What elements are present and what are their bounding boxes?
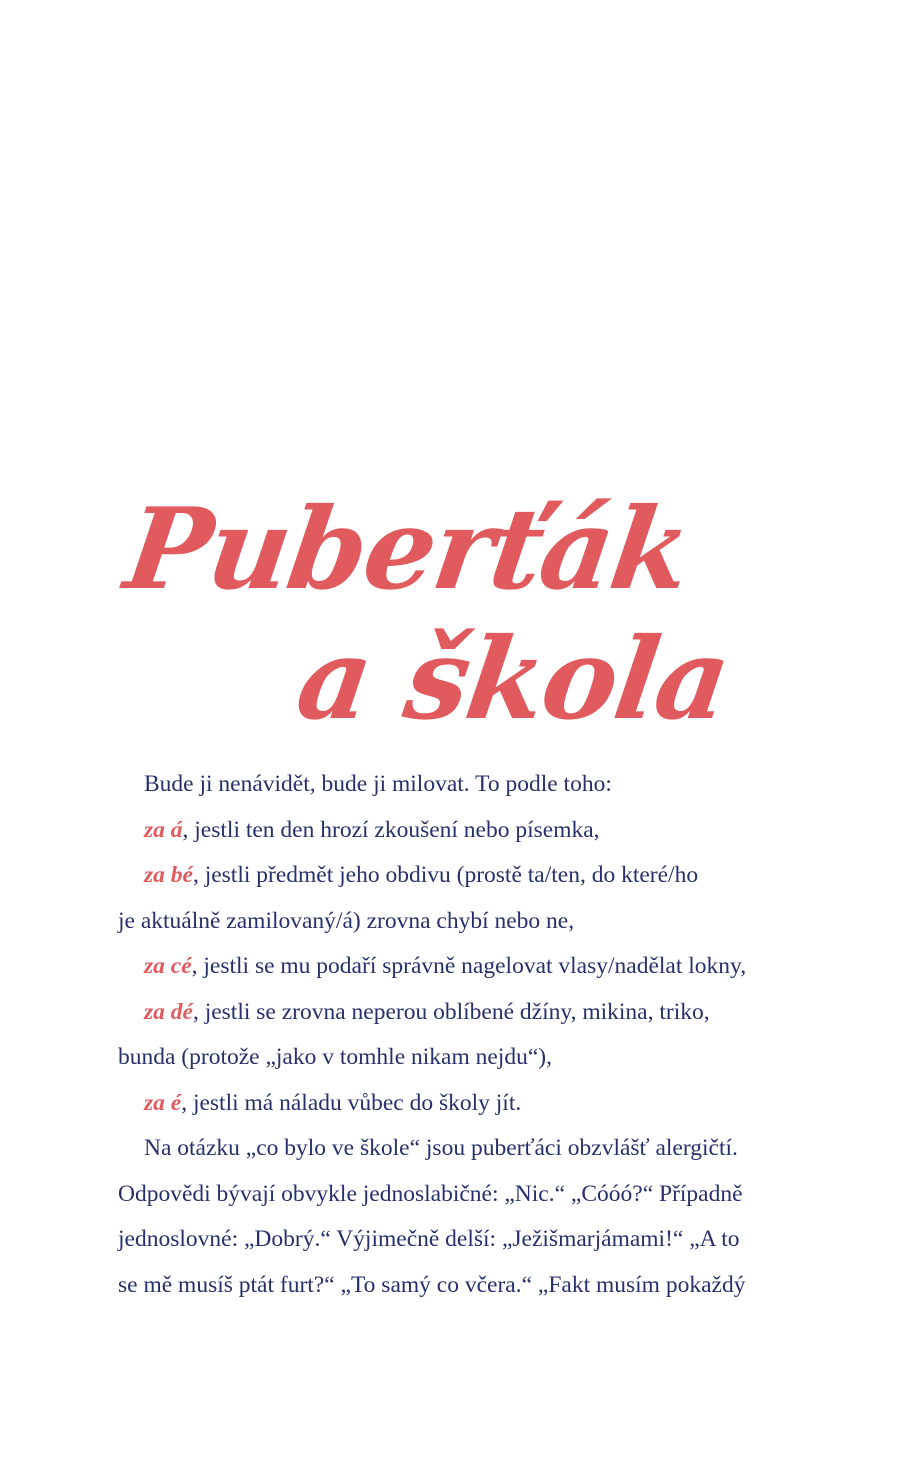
- chapter-title: [100, 485, 777, 745]
- paragraph-2-line-1: Na otázku „co bylo ve škole“ jsou puberťáci obzvlášť alergičtí.: [144, 1135, 738, 1161]
- list-marker: za á: [144, 816, 183, 843]
- chapter-title-line-1: Puberťák: [118, 484, 697, 616]
- list-item-text: , jestli předmět jeho obdivu (prostě ta/ten, do které/ho: [192, 862, 699, 888]
- list-marker: za dé: [144, 998, 193, 1025]
- list-item-d: [118, 990, 830, 1036]
- list-item-e: [118, 1081, 830, 1127]
- paragraph-2-line-3: jednoslovné: „Dobrý.“ Výjimečně delší: „Ježišmarjámami!“ „A to: [118, 1226, 740, 1252]
- chapter-title-line-2: a škola: [289, 614, 737, 746]
- body-text: [118, 762, 830, 1308]
- paragraph-2-line-2: Odpovědi bývají obvykle jednoslabičné: „Nic.“ „Cóóó?“ Případně: [118, 1180, 743, 1207]
- list-item-text: , jestli ten den hrozí zkoušení nebo písemka,: [182, 816, 600, 843]
- list-item-d-continuation: [118, 1035, 830, 1081]
- list-item-text: , jestli se zrovna neperou oblíbené džíny, mikina, triko,: [192, 998, 710, 1025]
- list-marker: za é: [144, 1089, 182, 1116]
- list-item-text: , jestli se mu podaří správně nagelovat vlasy/nadělat lokny,: [191, 953, 747, 979]
- list-item-b: [118, 853, 830, 899]
- list-item-text: bunda (protože „jako v tomhle nikam nejdu“),: [118, 1044, 552, 1070]
- intro-line: Bude ji nenávidět, bude ji milovat. To podle toho:: [144, 771, 612, 797]
- list-item-c: [118, 944, 830, 990]
- paragraph-2-line-4: se mě musíš ptát furt?“ „To samý co včera.“ „Fakt musím pokaždý: [118, 1271, 746, 1298]
- list-item-b-continuation: [118, 899, 830, 945]
- list-item-text: , jestli má náladu vůbec do školy jít.: [181, 1089, 522, 1116]
- list-marker: za bé: [144, 862, 193, 888]
- list-item-text: je aktuálně zamilovaný/á) zrovna chybí nebo ne,: [118, 907, 575, 934]
- list-marker: za cé: [144, 953, 192, 979]
- list-item-a: [118, 808, 830, 854]
